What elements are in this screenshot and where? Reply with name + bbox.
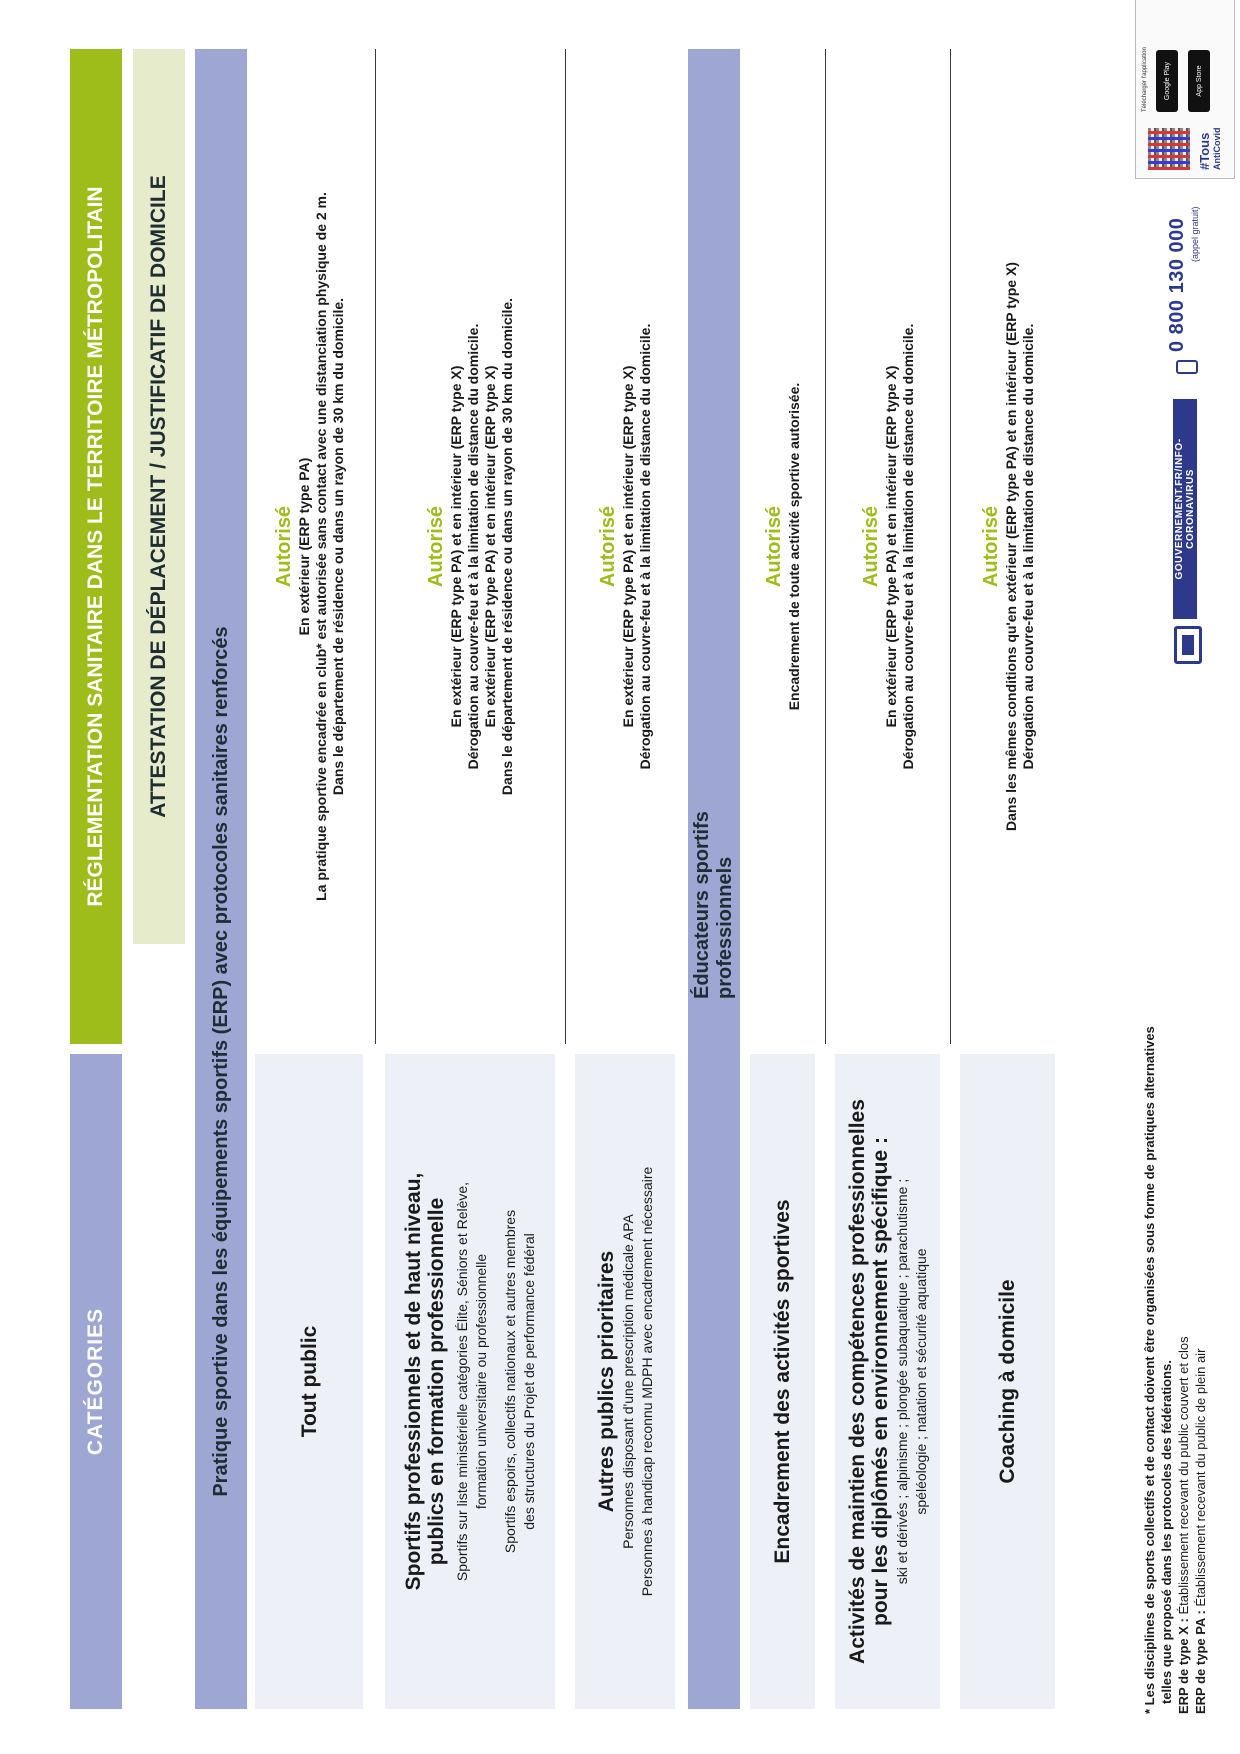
erp-x-label: ERP de type X : <box>1176 1618 1191 1714</box>
tousanticovid-logo: #Tous <box>1197 132 1212 170</box>
category-title: Sportifs professionnels et de haut niveau, publics en formation professionnelle <box>402 1172 448 1591</box>
detail-line: En extérieur (ERP type PA) et en intérieur (ERP type X) <box>882 365 899 728</box>
detail-line: La pratique sportive encadrée en club* est autorisée sans contact avec une distanciation physique de 2 m. <box>312 192 329 901</box>
google-play-badge[interactable]: Google Play <box>1156 50 1178 112</box>
detail-line: Dérogation au couvre-feu et à la limitation de distance du domicile. <box>637 323 653 770</box>
row-divider <box>375 49 376 1044</box>
detail-line: Dérogation au couvre-feu et à la limitation de distance du domicile. <box>1019 323 1036 770</box>
download-label: Télécharger l'application <box>1142 47 1148 112</box>
category-coaching <box>960 1054 1055 1709</box>
category-detail: Personnes à handicap reconnu MDPH avec encadrement nécessaire <box>638 1166 655 1597</box>
detail-line: En extérieur (ERP type PA) et en intérieur (ERP type X) <box>620 365 636 728</box>
detail-line: En extérieur (ERP type PA) <box>295 457 312 636</box>
status-authorized: Autorisé <box>597 505 619 588</box>
tousanticovid-sub: AntiCovid <box>1212 127 1222 170</box>
erp-pa-label: ERP de type PA : <box>1193 1610 1208 1714</box>
qr-code-icon[interactable] <box>1148 128 1190 170</box>
category-detail: des structures du Projet de performance fédéral <box>521 1233 537 1530</box>
category-detail: spéléologie ; natation et sécurité aquatique <box>912 1248 929 1515</box>
status-authorized: Autorisé <box>979 505 1002 588</box>
category-encadrement <box>750 1054 815 1709</box>
value-sportifs-pro <box>385 49 555 1044</box>
value-autres-publics <box>575 49 675 1044</box>
category-detail: formation universitaire ou professionnelle <box>473 1253 489 1510</box>
section-educateurs-header <box>688 49 740 1709</box>
header-categories: CATÉGORIES <box>70 1054 122 1709</box>
header-attestation: ATTESTATION DE DÉPLACEMENT / JUSTIFICATIF DE DOMICILE <box>133 49 185 944</box>
category-detail: ski et dérivés ; alpinisme ; plongée subaquatique ; parachutisme ; <box>893 1178 910 1585</box>
tousanticovid-block <box>1135 0 1235 179</box>
row-divider <box>565 49 566 1044</box>
value-maintien-competences <box>835 49 940 1044</box>
category-title: Activités de maintien des compétences professionnelles pour les diplômés en environnement spécifique : <box>845 1099 892 1664</box>
category-autres-publics <box>575 1054 675 1709</box>
app-store-badge[interactable]: App Store <box>1188 50 1210 112</box>
gov-website-link[interactable]: GOUVERNEMENT.FR/INFO-CORONAVIRUS <box>1173 399 1197 619</box>
category-title: Encadrement des activités sportives <box>771 1199 794 1564</box>
header-regulation: RÉGLEMENTATION SANITAIRE DANS LE TERRITOIRE MÉTROPOLITAIN <box>70 49 122 1044</box>
detail-line: En extérieur (ERP type PA) et en intérieur (ERP type X) <box>482 365 498 728</box>
detail-line: Encadrement de toute activité sportive autorisée. <box>786 382 802 711</box>
category-title: Tout public <box>297 1325 321 1438</box>
phone-number[interactable]: 0 800 130 000 <box>1166 217 1188 352</box>
erp-pa-text: Établissement recevant du public de plein air <box>1193 1348 1208 1607</box>
status-authorized: Autorisé <box>425 505 447 588</box>
value-coaching <box>960 49 1055 1044</box>
detail-line: Dans le département de résidence ou dans un rayon de 30 km du domicile. <box>329 297 346 796</box>
category-tout-public <box>255 1054 363 1709</box>
detail-line: Dans le département de résidence ou dans un rayon de 30 km du domicile. <box>499 297 515 796</box>
status-authorized: Autorisé <box>763 505 785 588</box>
category-detail: Sportifs espoirs, collectifs nationaux et autres membres <box>502 1209 518 1554</box>
row-divider <box>950 49 951 1044</box>
detail-line: Dérogation au couvre-feu et à la limitation de distance du domicile. <box>465 323 481 770</box>
category-detail: Sportifs sur liste ministérielle catégories Élite, Séniors et Relève, <box>454 1181 470 1582</box>
section-educateurs-title: Éducateurs sportifs professionnels <box>691 811 736 999</box>
category-detail: Personnes disposant d'une prescription médicale APA <box>619 1214 636 1549</box>
value-encadrement <box>750 49 815 1044</box>
detail-line: Dérogation au couvre-feu et à la limitation de distance du domicile. <box>899 323 916 770</box>
phone-icon <box>1176 360 1198 374</box>
detail-line: En extérieur (ERP type PA) et en intérieur (ERP type X) <box>448 365 464 728</box>
category-sportifs-pro <box>385 1054 555 1709</box>
section-erp-title: Pratique sportive dans les équipements sportifs (ERP) avec protocoles sanitaires renforcés <box>209 626 232 1497</box>
category-maintien-competences <box>835 1054 940 1709</box>
footer-notes <box>1125 714 1225 1714</box>
footnote-line1: * Les disciplines de sports collectifs et de contact doivent être organisées sous forme de pratiques alternatives <box>1142 1026 1157 1714</box>
row-divider <box>825 49 826 1044</box>
status-authorized: Autorisé <box>859 505 882 588</box>
value-tout-public <box>255 49 363 1044</box>
phone-note: (appel gratuit) <box>1190 206 1200 262</box>
detail-line: Dans les mêmes conditions qu'en extérieur (ERP type PA) et en intérieur (ERP type X) <box>1002 262 1019 831</box>
category-title: Autres publics prioritaires <box>594 1250 618 1513</box>
computer-icon <box>1174 626 1202 664</box>
erp-x-text: Établissement recevant du public couvert et clos <box>1176 1336 1191 1615</box>
footnote-line2: telles que proposé dans les protocoles des fédérations. <box>1159 1360 1174 1704</box>
category-title: Coaching à domicile <box>996 1279 1019 1484</box>
status-authorized: Autorisé <box>272 505 295 588</box>
section-erp-header <box>195 49 247 1709</box>
